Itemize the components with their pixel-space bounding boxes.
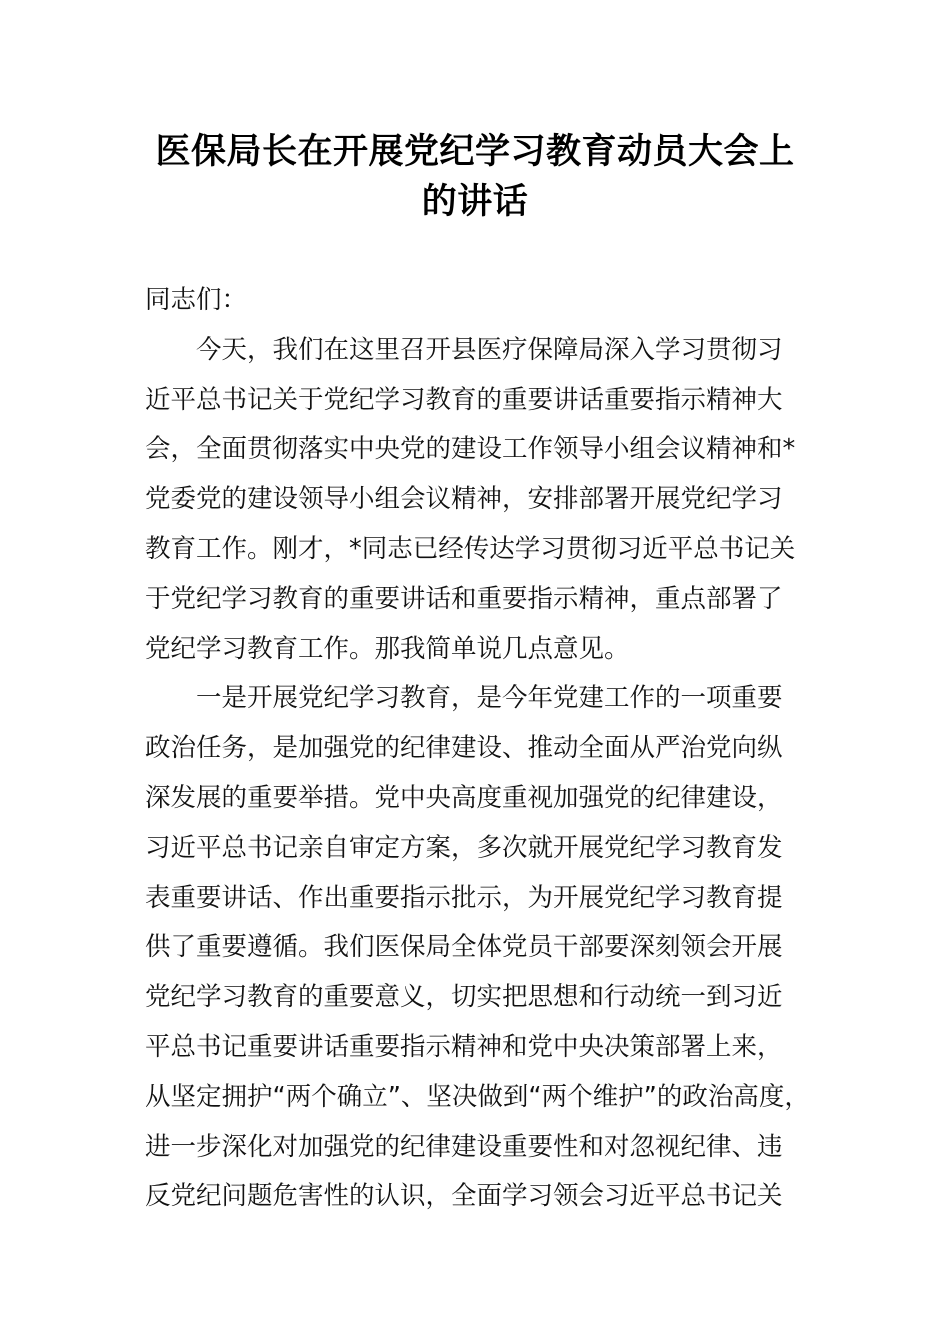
paragraph-line: 党委党的建设领导小组会议精神，安排部署开展党纪学习 [145,484,783,515]
paragraph-line: 深发展的重要举措。党中央高度重视加强党的纪律建设， [145,782,783,813]
paragraph-line: 于党纪学习教育的重要讲话和重要指示精神，重点部署了 [145,583,783,614]
paragraph-line: 会，全面贯彻落实中央党的建设工作领导小组会议精神和* [145,434,796,465]
paragraph-line: 今天，我们在这里召开县医疗保障局深入学习贯彻习 [196,334,783,365]
salutation: 同志们： [145,285,248,315]
document-body [145,276,810,1222]
title-line-2: 的讲话 [421,182,529,222]
paragraph-line: 近平总书记关于党纪学习教育的重要讲话重要指示精神大 [145,384,783,415]
paragraph-line: 表重要讲话、作出重要指示批示，为开展党纪学习教育提 [145,882,783,913]
paragraph-line: 进一步深化对加强党的纪律建设重要性和对忽视纪律、违 [145,1131,783,1162]
paragraph-line: 平总书记重要讲话重要指示精神和党中央决策部署上来， [145,1031,783,1062]
title-line-1: 医保局长在开展党纪学习教育动员大会上 [155,132,795,172]
paragraph-line: 习近平总书记亲自审定方案，多次就开展党纪学习教育发 [145,832,783,863]
paragraph-line: 教育工作。刚才，*同志已经传达学习贯彻习近平总书记关 [145,533,796,564]
paragraph-line: 党纪学习教育工作。那我简单说几点意见。 [145,633,630,664]
paragraph-line: 供了重要遵循。我们医保局全体党员干部要深刻领会开展 [145,932,783,963]
document-title [120,127,830,227]
paragraph-line: 党纪学习教育的重要意义，切实把思想和行动统一到习近 [145,982,783,1013]
paragraph-line: 反党纪问题危害性的认识，全面学习领会习近平总书记关 [145,1181,783,1212]
paragraph-line: 一是开展党纪学习教育，是今年党建工作的一项重要 [196,683,783,714]
paragraph-line: 政治任务，是加强党的纪律建设、推动全面从严治党向纵 [145,733,783,764]
paragraph-line: 从坚定拥护“两个确立”、坚决做到“两个维护”的政治高度， [145,1081,810,1112]
